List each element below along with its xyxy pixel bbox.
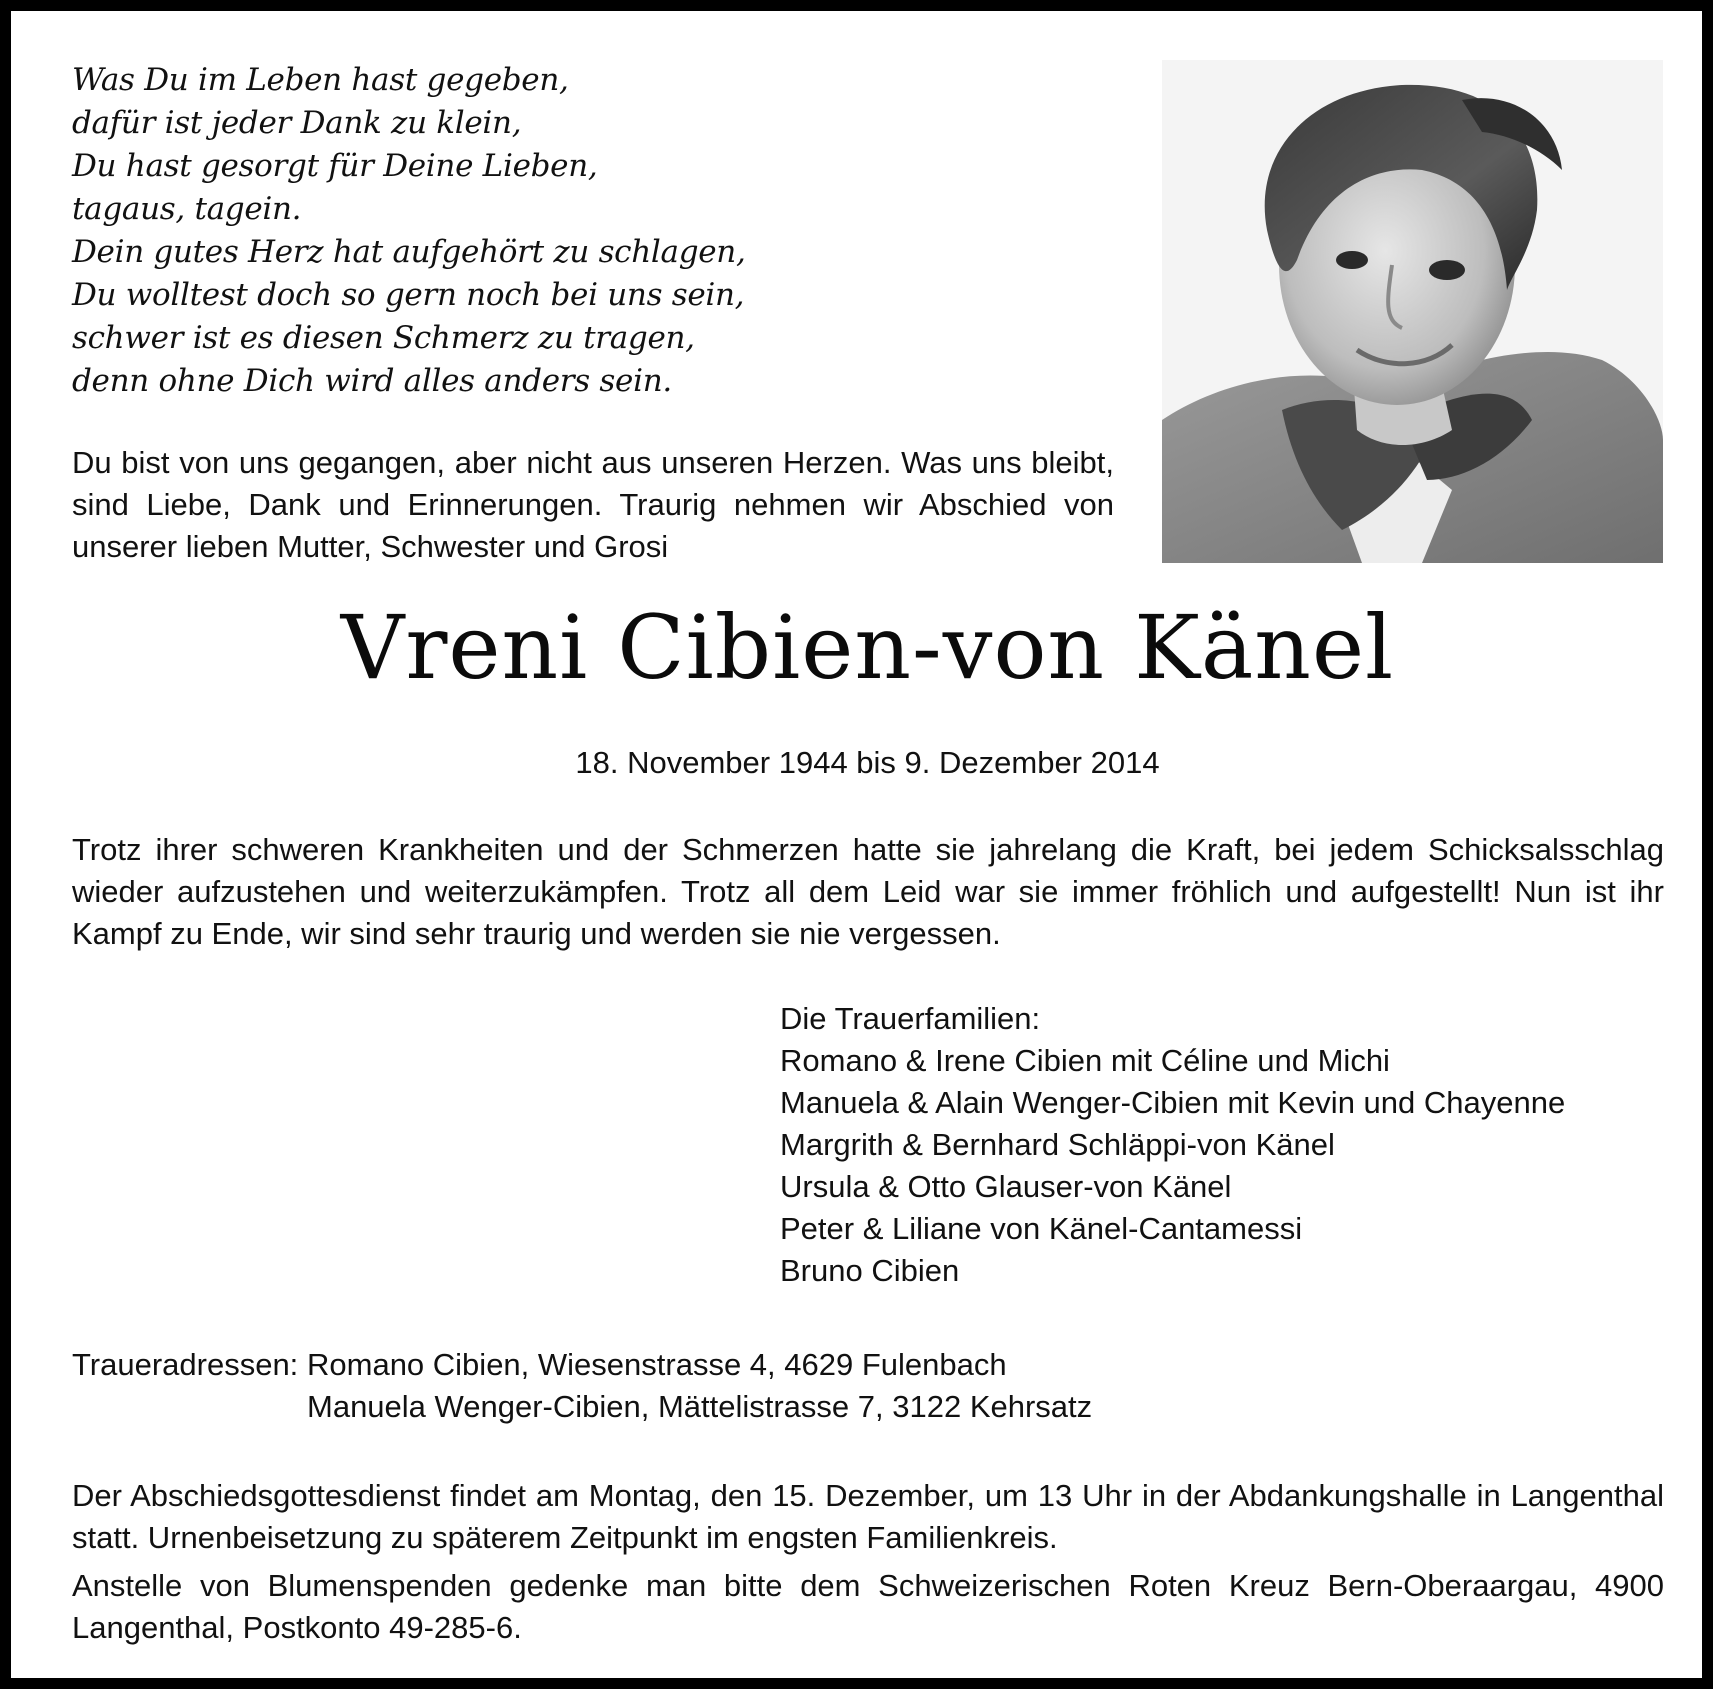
family-member: Romano & Irene Cibien mit Céline und Michi [780,1043,1390,1078]
poem-line: Du hast gesorgt für Deine Lieben, [72,148,598,184]
address-line: Manuela Wenger-Cibien, Mättelistrasse 7, 3122 Kehrsatz [307,1389,1093,1424]
address-line: Romano Cibien, Wiesenstrasse 4, 4629 Fulenbach [307,1347,1007,1382]
mourning-addresses [72,1344,1272,1428]
poem-line: dafür ist jeder Dank zu klein, [72,105,522,141]
poem-line: Dein gutes Herz hat aufgehört zu schlagen, [72,234,746,270]
deceased-name: Vreni Cibien-von Känel [340,596,1395,699]
poem-line: schwer ist es diesen Schmerz zu tragen, [72,320,695,356]
poem-line: Du wolltest doch so gern noch bei uns sein, [72,277,745,313]
family-member: Ursula & Otto Glauser-von Känel [780,1169,1232,1204]
poem-line: tagaus, tagein. [72,191,302,227]
address-row [72,1386,1272,1428]
intro-paragraph: Du bist von uns gegangen, aber nicht aus unseren Herzen. Was uns bleibt, sind Liebe, Dank und Erinnerungen. Traurig nehmen wir Abschied von unserer lieben Mutter, Schwester und Grosi [72,445,1114,564]
tribute-paragraph: Trotz ihrer schweren Krankheiten und der Schmerzen hatte sie jahrelang die Kraft, bei jedem Schicksalsschlag wieder aufzustehen und weiterzukämpfen. Trotz all dem Leid war sie immer fröhlich und aufgestellt! Nun ist ihr Kampf zu Ende, wir sind sehr traurig und werden sie nie vergessen. [72,832,1664,951]
family-member: Peter & Liliane von Känel-Cantamessi [780,1211,1303,1246]
portrait-photo [1162,60,1663,563]
poem-line: denn ohne Dich wird alles anders sein. [72,363,672,399]
service-notice: Der Abschiedsgottesdienst findet am Montag, den 15. Dezember, um 13 Uhr in der Abdankungshalle in Langenthal statt. Urnenbeisetzung zu späterem Zeitpunkt im engsten Familienkreis. [72,1478,1664,1555]
memorial-poem [72,59,1102,403]
donation-notice: Anstelle von Blumenspenden gedenke man bitte dem Schweizerischen Roten Kreuz Bern-Oberaargau, 4900 Langenthal, Postkonto 49-285-6. [72,1568,1664,1645]
poem-line: Was Du im Leben hast gegeben, [72,62,569,98]
life-dates: 18. November 1944 bis 9. Dezember 2014 [575,745,1160,780]
family-member: Bruno Cibien [780,1253,960,1288]
address-row [72,1344,1272,1386]
family-member: Manuela & Alain Wenger-Cibien mit Kevin und Chayenne [780,1085,1566,1120]
addresses-label: Traueradressen: [72,1347,299,1382]
mourning-families [780,998,1680,1292]
families-heading: Die Trauerfamilien: [780,1001,1041,1036]
family-member: Margrith & Bernhard Schläppi-von Känel [780,1127,1335,1162]
